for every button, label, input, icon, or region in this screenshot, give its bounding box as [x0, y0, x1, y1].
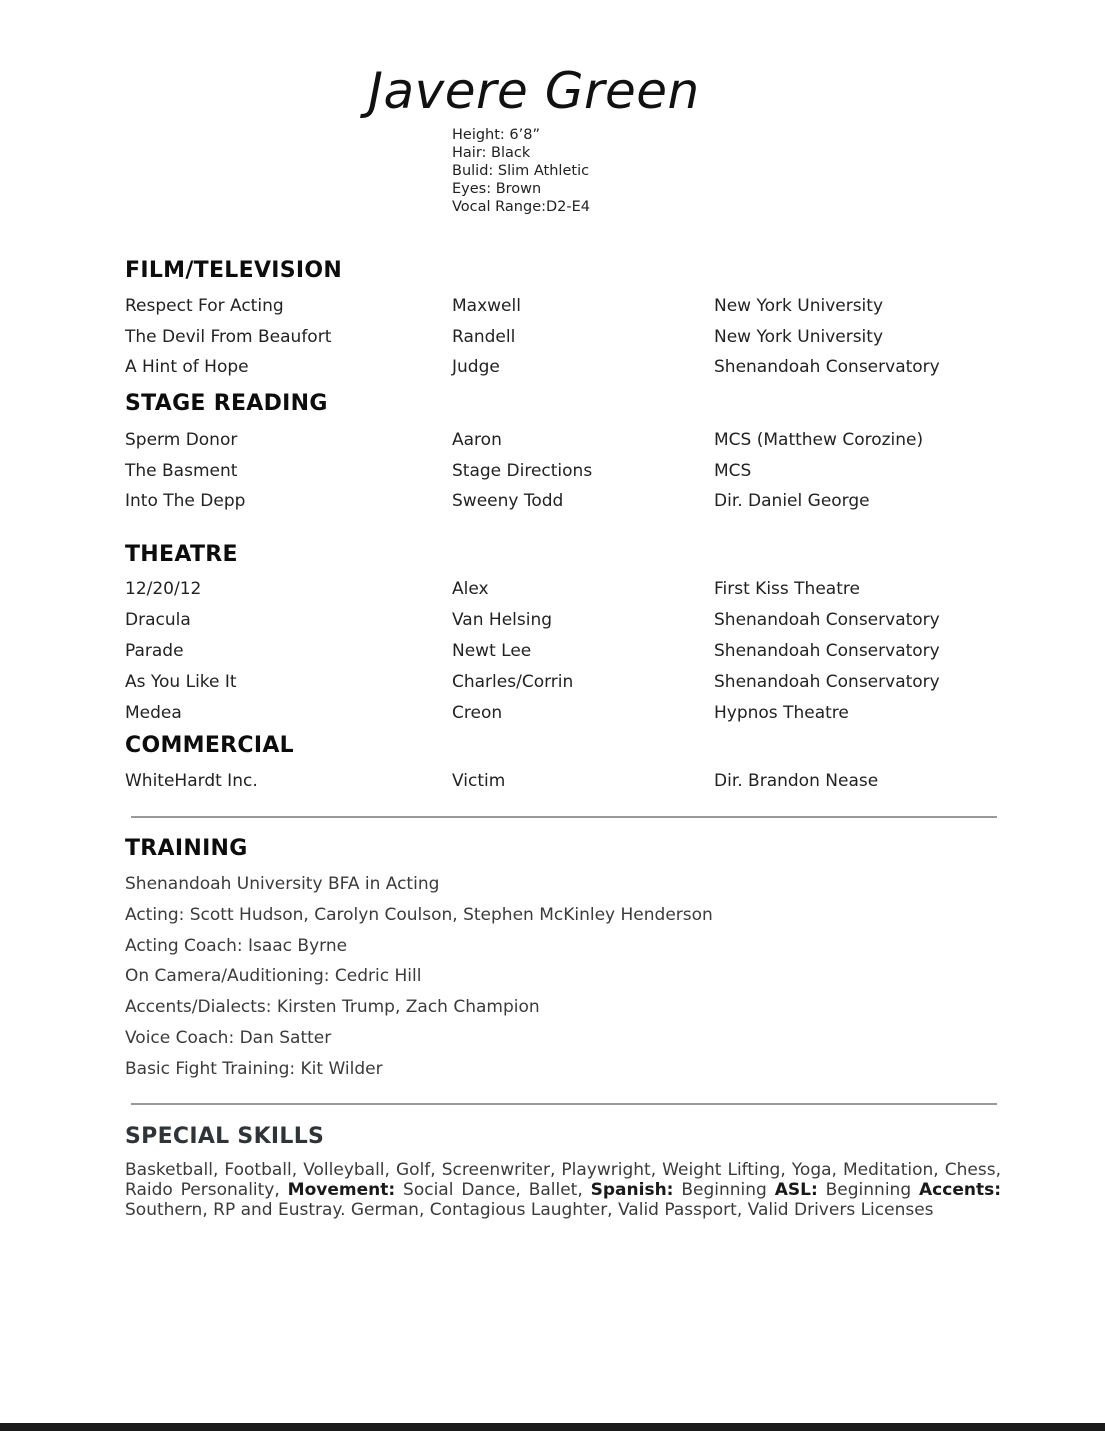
credit-title: The Basment — [125, 461, 238, 481]
training-item: Accents/Dialects: Kirsten Trump, Zach Champion — [125, 997, 540, 1017]
credit-role: Victim — [452, 771, 506, 791]
section-heading-commercial: COMMERCIAL — [125, 733, 294, 758]
skills-label-movement: Movement: — [287, 1180, 396, 1200]
stat-vocal-range: Vocal Range:D2-E4 — [452, 199, 591, 215]
section-divider — [131, 816, 997, 818]
skills-text: Basketball, Football, Volleyball, Golf, Screenwriter, Playwright, Weight Lifting, Yoga, Meditation, Chess, Raido Personality, — [125, 1160, 1001, 1200]
stat-hair: Hair: Black — [452, 145, 531, 161]
credit-title: 12/20/12 — [125, 579, 202, 599]
credit-venue: Shenandoah Conservatory — [714, 357, 940, 377]
credit-title: Parade — [125, 641, 184, 661]
physical-stats — [452, 126, 590, 216]
credit-row — [0, 327, 1105, 349]
credit-role: Newt Lee — [452, 641, 532, 661]
training-item: On Camera/Auditioning: Cedric Hill — [125, 966, 422, 986]
credit-title: The Devil From Beaufort — [125, 327, 332, 347]
credit-row — [0, 461, 1105, 483]
credit-row — [0, 430, 1105, 452]
skills-text: Southern, RP and Eustray. German, Contagious Laughter, Valid Passport, Valid Drivers Licenses — [125, 1200, 934, 1220]
bottom-border — [0, 1423, 1105, 1431]
credit-venue: Dir. Brandon Nease — [714, 771, 879, 791]
credit-title: A Hint of Hope — [125, 357, 249, 377]
special-skills-text — [125, 1160, 1001, 1220]
credit-title: Into The Depp — [125, 491, 246, 511]
training-item: Voice Coach: Dan Satter — [125, 1028, 332, 1048]
credit-venue: MCS — [714, 461, 752, 481]
credit-role: Stage Directions — [452, 461, 593, 481]
credit-role: Randell — [452, 327, 516, 347]
credit-venue: New York University — [714, 296, 884, 316]
credit-row — [0, 703, 1105, 725]
credit-title: Dracula — [125, 610, 191, 630]
credit-row — [0, 672, 1105, 694]
credit-venue: MCS (Matthew Corozine) — [714, 430, 924, 450]
credit-row — [0, 491, 1105, 513]
credit-row — [0, 296, 1105, 318]
training-item: Basic Fight Training: Kit Wilder — [125, 1059, 383, 1079]
stat-height: Height: 6’8” — [452, 127, 540, 143]
credit-venue: Dir. Daniel George — [714, 491, 870, 511]
credit-title: WhiteHardt Inc. — [125, 771, 258, 791]
credit-venue: First Kiss Theatre — [714, 579, 860, 599]
credit-role: Sweeny Todd — [452, 491, 564, 511]
credit-row — [0, 641, 1105, 663]
training-item: Shenandoah University BFA in Acting — [125, 874, 440, 894]
skills-label-asl: ASL: — [774, 1180, 818, 1200]
section-heading-stage-reading: STAGE READING — [125, 391, 328, 416]
credit-venue: Shenandoah Conservatory — [714, 610, 940, 630]
skills-text: Social Dance, Ballet, — [395, 1180, 591, 1200]
credit-row — [0, 610, 1105, 632]
credit-role: Creon — [452, 703, 503, 723]
skills-text: Beginning — [817, 1180, 920, 1200]
section-heading-film: FILM/TELEVISION — [125, 258, 343, 283]
credit-venue: Shenandoah Conservatory — [714, 672, 940, 692]
credit-role: Charles/Corrin — [452, 672, 574, 692]
credit-row — [0, 357, 1105, 379]
skills-text: Beginning — [673, 1180, 775, 1200]
section-heading-theatre: THEATRE — [125, 542, 238, 567]
credit-role: Maxwell — [452, 296, 521, 316]
skills-label-accents: Accents: — [919, 1180, 1002, 1200]
training-item: Acting Coach: Isaac Byrne — [125, 936, 348, 956]
credit-title: Medea — [125, 703, 182, 723]
skills-label-spanish: Spanish: — [590, 1180, 674, 1200]
training-item: Acting: Scott Hudson, Carolyn Coulson, Stephen McKinley Henderson — [125, 905, 713, 925]
section-heading-training: TRAINING — [125, 836, 248, 861]
credit-title: As You Like It — [125, 672, 237, 692]
credit-row — [0, 579, 1105, 601]
credit-role: Aaron — [452, 430, 502, 450]
stat-build: Bulid: Slim Athletic — [452, 163, 590, 179]
credit-venue: New York University — [714, 327, 884, 347]
credit-venue: Hypnos Theatre — [714, 703, 849, 723]
credit-title: Sperm Donor — [125, 430, 238, 450]
section-heading-special-skills: SPECIAL SKILLS — [125, 1124, 325, 1149]
credit-title: Respect For Acting — [125, 296, 284, 316]
credit-row — [0, 771, 1105, 793]
stat-eyes: Eyes: Brown — [452, 181, 542, 197]
actor-name: Javere Green — [368, 62, 700, 120]
section-divider — [131, 1103, 997, 1105]
credit-role: Alex — [452, 579, 489, 599]
credit-venue: Shenandoah Conservatory — [714, 641, 940, 661]
credit-role: Van Helsing — [452, 610, 553, 630]
credit-role: Judge — [452, 357, 500, 377]
